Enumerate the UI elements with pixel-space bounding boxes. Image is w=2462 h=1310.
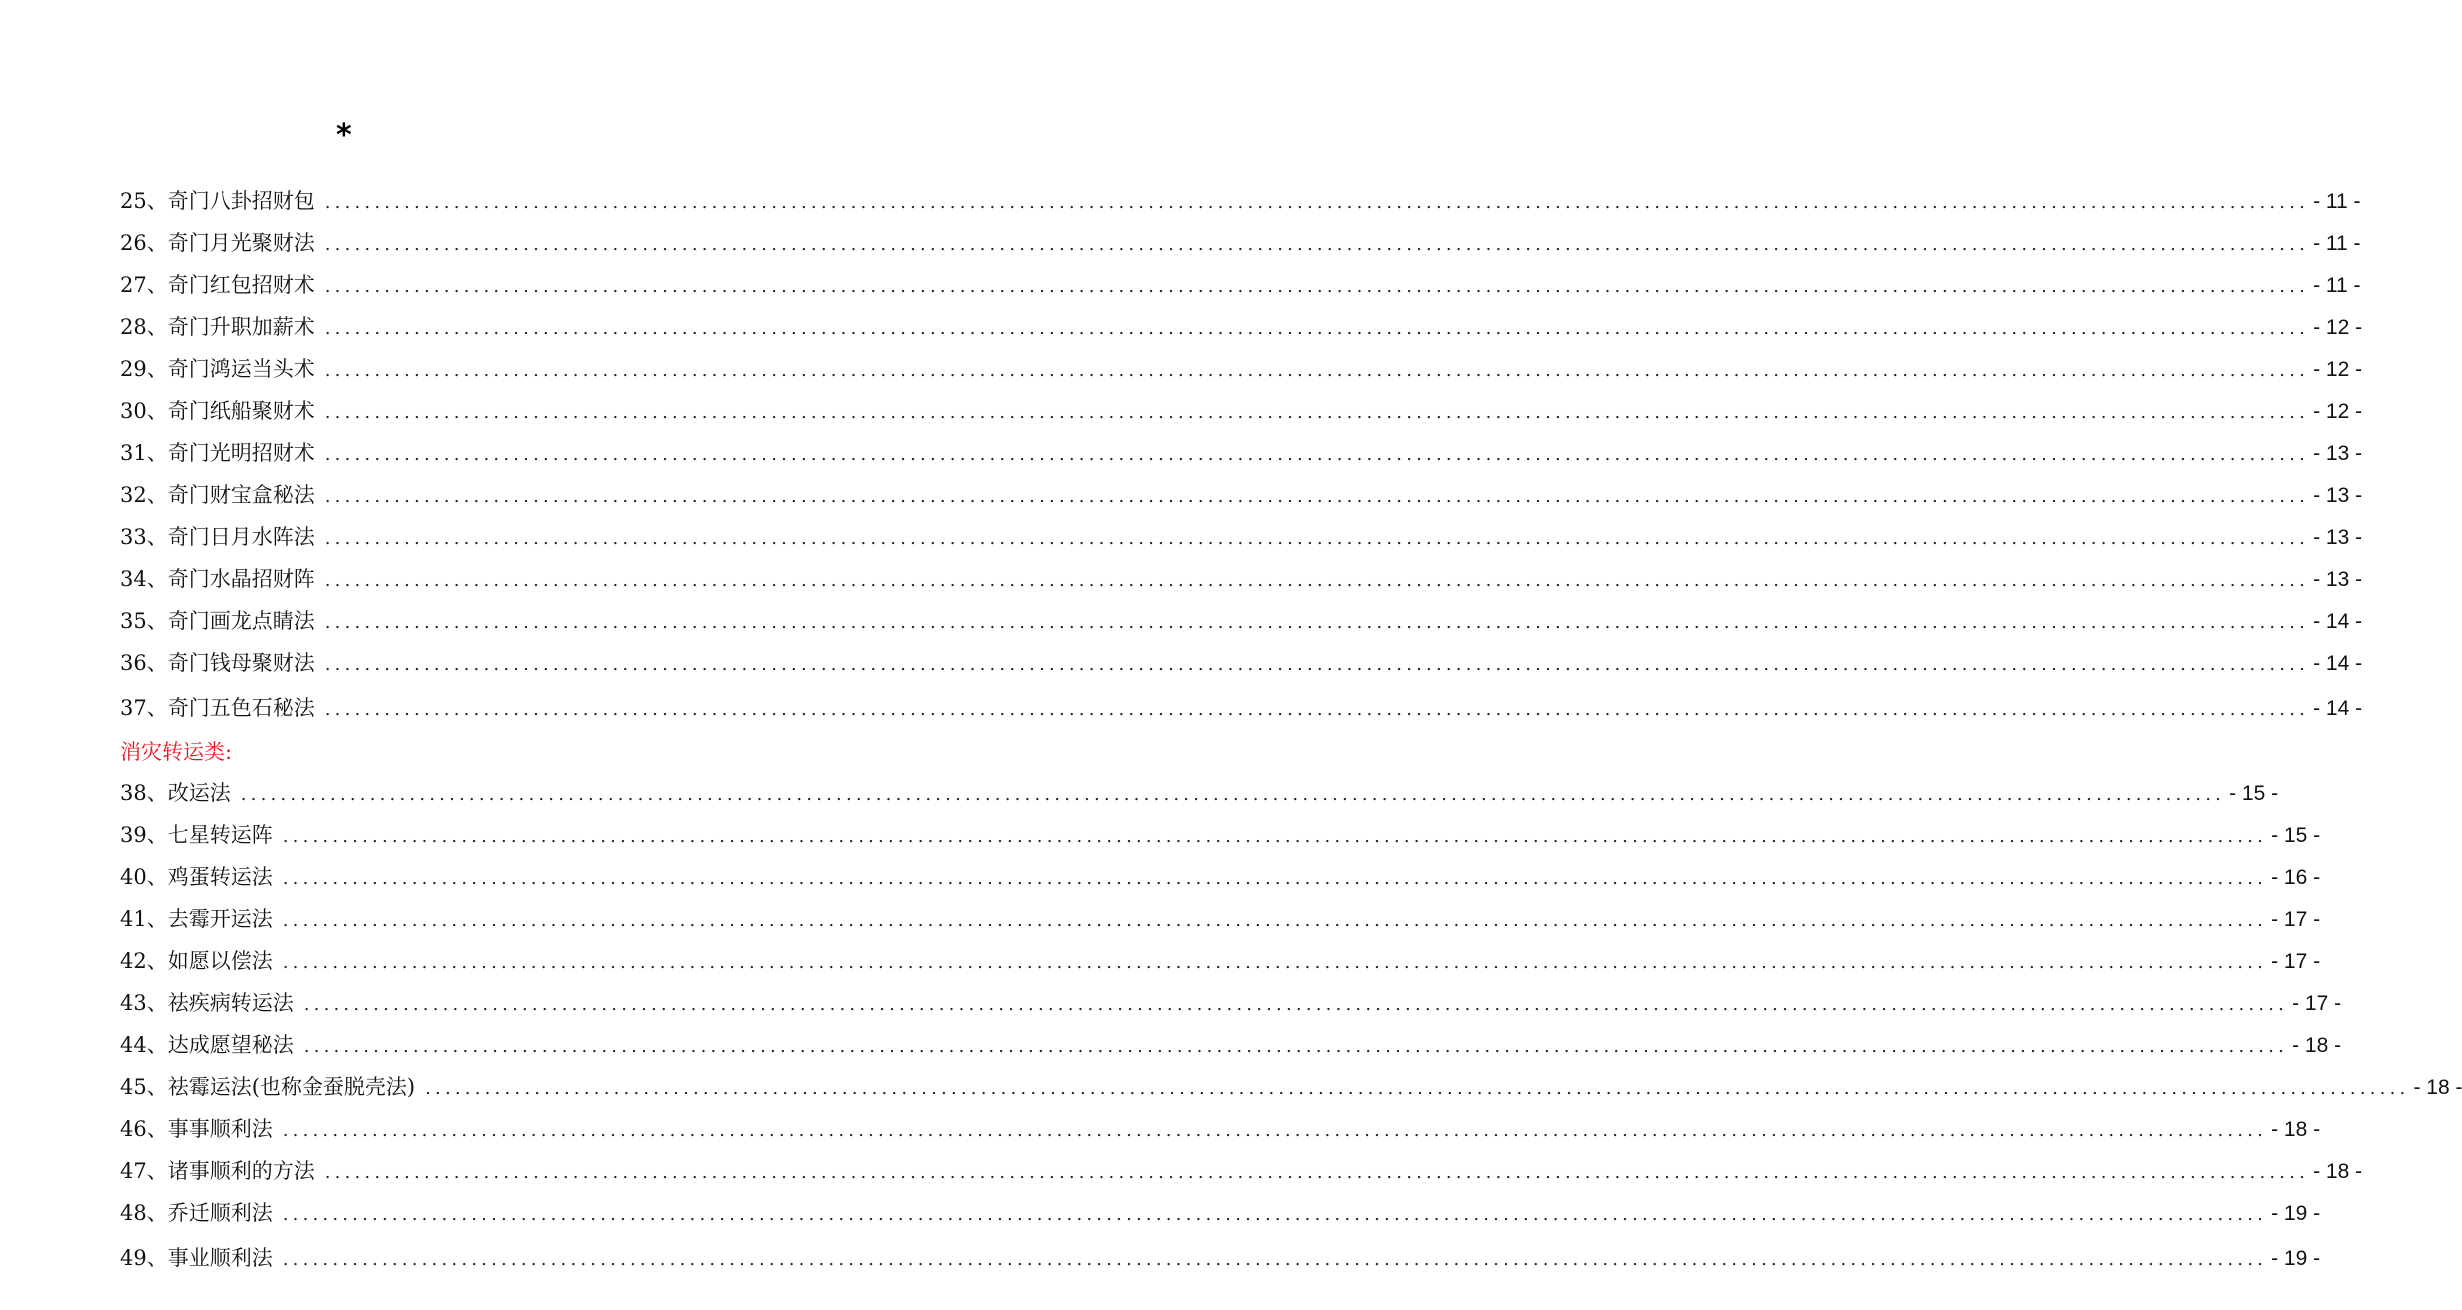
toc-entry-title: 33、奇门日月水阵法	[120, 525, 315, 549]
toc-entry-title: 36、奇门钱母聚财法	[120, 651, 315, 675]
toc-entry[interactable]	[120, 1108, 2321, 1150]
dot-leader: ........................................................................................................................................................................................................	[324, 318, 2310, 339]
toc-entry-title: 37、奇门五色石秘法	[120, 696, 315, 720]
toc-entry-page-number: - 13 -	[2313, 442, 2363, 465]
dot-leader: ........................................................................................................................................................................................................	[324, 528, 2310, 549]
toc-entry-title: 49、事业顺利法	[120, 1246, 273, 1270]
dot-leader: ........................................................................................................................................................................................................	[324, 570, 2310, 591]
dot-leader: ........................................................................................................................................................................................................	[324, 486, 2310, 507]
toc-entry[interactable]	[120, 856, 2321, 898]
toc-entry-title: 25、奇门八卦招财包	[120, 189, 315, 213]
toc-entry-title: 40、鸡蛋转运法	[120, 865, 273, 889]
toc-entry-title: 43、祛疾病转运法	[120, 991, 294, 1015]
toc-entry-title: 38、改运法	[120, 781, 231, 805]
toc-entry[interactable]	[120, 390, 2363, 432]
toc-entry-title: 48、乔迁顺利法	[120, 1201, 273, 1225]
dot-leader: ........................................................................................................................................................................................................	[425, 1078, 2410, 1099]
toc-entry[interactable]	[120, 814, 2321, 856]
toc-entry-title: 47、诸事顺利的方法	[120, 1159, 315, 1183]
toc-entry-page-number: - 11 -	[2313, 232, 2361, 255]
toc-entry[interactable]	[120, 684, 2363, 732]
toc-entry-title: 34、奇门水晶招财阵	[120, 567, 315, 591]
toc-entry[interactable]	[120, 940, 2321, 982]
dot-leader: ........................................................................................................................................................................................................	[282, 1120, 2268, 1141]
table-of-contents	[120, 180, 2462, 1282]
toc-entry-page-number: - 19 -	[2271, 1247, 2321, 1270]
toc-entry-page-number: - 12 -	[2313, 400, 2363, 423]
toc-entry[interactable]	[120, 1192, 2321, 1234]
toc-entry[interactable]	[120, 600, 2363, 642]
dot-leader: ........................................................................................................................................................................................................	[324, 654, 2310, 675]
toc-entry[interactable]	[120, 474, 2363, 516]
toc-entry[interactable]	[120, 180, 2361, 222]
toc-entry-page-number: - 13 -	[2313, 526, 2363, 549]
toc-entry-page-number: - 18 -	[2292, 1034, 2342, 1057]
toc-entry-page-number: - 18 -	[2271, 1118, 2321, 1141]
toc-entry-title: 27、奇门红包招财术	[120, 273, 315, 297]
toc-entry[interactable]	[120, 898, 2321, 940]
toc-entry[interactable]	[120, 772, 2279, 814]
toc-entry[interactable]	[120, 642, 2363, 684]
toc-entry[interactable]	[120, 1066, 2462, 1108]
toc-entry[interactable]	[120, 982, 2342, 1024]
toc-entry-page-number: - 18 -	[2313, 1160, 2363, 1183]
toc-entry[interactable]	[120, 516, 2363, 558]
toc-entry-title: 30、奇门纸船聚财术	[120, 399, 315, 423]
toc-entry[interactable]	[120, 222, 2361, 264]
toc-entry-page-number: - 12 -	[2313, 358, 2363, 381]
dot-leader: ........................................................................................................................................................................................................	[282, 952, 2268, 973]
toc-entry-page-number: - 19 -	[2271, 1202, 2321, 1225]
toc-entry-title: 44、达成愿望秘法	[120, 1033, 294, 1057]
toc-entry-title: 45、祛霉运法(也称金蚕脱壳法)	[120, 1075, 416, 1099]
dot-leader: ........................................................................................................................................................................................................	[303, 994, 2289, 1015]
toc-entry-page-number: - 18 -	[2413, 1076, 2462, 1099]
toc-entry-title: 41、去霉开运法	[120, 907, 273, 931]
toc-entry-title: 29、奇门鸿运当头术	[120, 357, 315, 381]
dot-leader: ........................................................................................................................................................................................................	[324, 1162, 2310, 1183]
toc-entry-page-number: - 17 -	[2271, 950, 2321, 973]
dot-leader: ........................................................................................................................................................................................................	[282, 826, 2268, 847]
toc-entry-title: 28、奇门升职加薪术	[120, 315, 315, 339]
toc-entry-page-number: - 14 -	[2313, 610, 2363, 633]
dot-leader: ........................................................................................................................................................................................................	[324, 444, 2310, 465]
toc-entry-title: 31、奇门光明招财术	[120, 441, 315, 465]
toc-entry-title: 46、事事顺利法	[120, 1117, 273, 1141]
dot-leader: ........................................................................................................................................................................................................	[240, 784, 2226, 805]
toc-entry-page-number: - 11 -	[2313, 274, 2361, 297]
toc-entry-title: 32、奇门财宝盒秘法	[120, 483, 315, 507]
toc-entry[interactable]	[120, 348, 2363, 390]
dot-leader: ........................................................................................................................................................................................................	[324, 192, 2310, 213]
toc-entry-page-number: - 13 -	[2313, 568, 2363, 591]
toc-entry-page-number: - 15 -	[2271, 824, 2321, 847]
dot-leader: ........................................................................................................................................................................................................	[324, 402, 2310, 423]
toc-entry-page-number: - 12 -	[2313, 316, 2363, 339]
dot-leader: ........................................................................................................................................................................................................	[282, 1249, 2268, 1270]
toc-entry[interactable]	[120, 306, 2363, 348]
toc-entry[interactable]	[120, 1234, 2321, 1282]
toc-entry-title: 35、奇门画龙点睛法	[120, 609, 315, 633]
dot-leader: ........................................................................................................................................................................................................	[324, 234, 2310, 255]
toc-entry-page-number: - 15 -	[2229, 782, 2279, 805]
dot-leader: ........................................................................................................................................................................................................	[324, 360, 2310, 381]
dot-leader: ........................................................................................................................................................................................................	[303, 1036, 2289, 1057]
toc-entry-page-number: - 14 -	[2313, 697, 2363, 720]
toc-group-wealth	[120, 180, 2363, 732]
toc-entry-page-number: - 17 -	[2292, 992, 2342, 1015]
dot-leader: ........................................................................................................................................................................................................	[282, 910, 2268, 931]
dot-leader: ........................................................................................................................................................................................................	[282, 868, 2268, 889]
toc-entry-page-number: - 16 -	[2271, 866, 2321, 889]
dot-leader: ........................................................................................................................................................................................................	[324, 699, 2310, 720]
toc-entry-page-number: - 13 -	[2313, 484, 2363, 507]
toc-entry[interactable]	[120, 264, 2361, 306]
toc-entry-page-number: - 11 -	[2313, 190, 2361, 213]
toc-entry[interactable]	[120, 558, 2363, 600]
toc-entry-page-number: - 17 -	[2271, 908, 2321, 931]
toc-group-fortune	[120, 772, 2462, 1282]
dot-leader: ........................................................................................................................................................................................................	[282, 1204, 2268, 1225]
dot-leader: ........................................................................................................................................................................................................	[324, 612, 2310, 633]
toc-entry[interactable]	[120, 1024, 2342, 1066]
toc-entry-title: 39、七星转运阵	[120, 823, 273, 847]
toc-entry-title: 26、奇门月光聚财法	[120, 231, 315, 255]
toc-entry[interactable]	[120, 1150, 2363, 1192]
toc-entry[interactable]	[120, 432, 2363, 474]
toc-entry-page-number: - 14 -	[2313, 652, 2363, 675]
toc-entry-title: 42、如愿以偿法	[120, 949, 273, 973]
dot-leader: ........................................................................................................................................................................................................	[324, 276, 2310, 297]
section-heading: 消灾转运类:	[120, 740, 233, 764]
asterisk-mark: *	[336, 118, 352, 153]
